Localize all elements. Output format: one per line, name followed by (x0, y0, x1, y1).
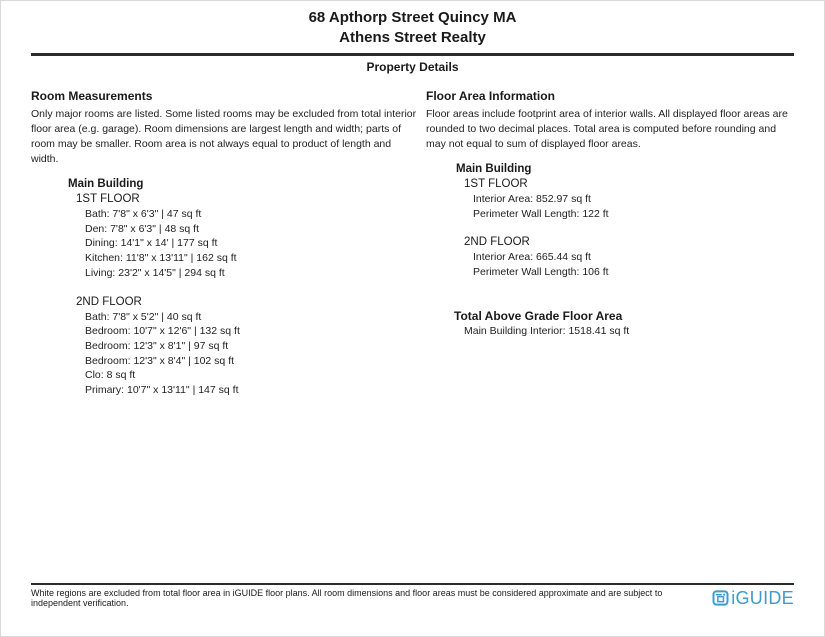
content-columns (1, 74, 824, 412)
room-line: Clo: 8 sq ft (85, 369, 136, 382)
total-floor-area-block (454, 309, 794, 339)
room-line: Dining: 14'1" x 14' | 177 sq ft (85, 237, 218, 250)
floor-area-block-2nd (464, 235, 794, 279)
total-floor-area-line: Main Building Interior: 1518.41 sq ft (464, 324, 630, 337)
floor-block-2nd (76, 295, 421, 398)
room-line: Bedroom: 12'3" x 8'4" | 102 sq ft (85, 354, 235, 367)
room-measurements-heading: Room Measurements (31, 89, 153, 103)
detail-line: Perimeter Wall Length: 106 ft (473, 266, 609, 279)
room-line: Kitchen: 11'8" x 13'11" | 162 sq ft (85, 252, 237, 265)
page-title: 68 Apthorp Street Quincy MA (308, 9, 517, 26)
footer-disclaimer: White regions are excluded from total floor area in iGUIDE floor plans. All room dimensions and floor areas must be considered approximate and are subject to independent verification. (31, 588, 663, 608)
room-line: Bath: 7'8" x 6'3" | 47 sq ft (85, 208, 202, 220)
building-name: Main Building (68, 178, 144, 190)
floor-area-section (426, 89, 794, 412)
room-measurements-description: Only major rooms are listed. Some listed rooms may be excluded from total interior floor area (e.g. garage). Room dimensions are largest length and width; parts of room may be smaller. Room area is not always equal to product of length and width. (31, 108, 417, 165)
footer (31, 586, 794, 610)
floor-name: 2ND FLOOR (76, 295, 142, 308)
room-line: Bath: 7'8" x 5'2" | 40 sq ft (85, 310, 202, 323)
detail-line: Interior Area: 852.97 sq ft (473, 193, 591, 205)
iguide-logo-text: iGUIDE (731, 587, 794, 608)
floor-block-1st (76, 192, 421, 281)
room-line: Living: 23'2" x 14'5" | 294 sq ft (85, 266, 225, 279)
detail-line: Perimeter Wall Length: 122 ft (473, 207, 609, 220)
floor-area-description: Floor areas include footprint area of interior walls. All displayed floor areas are rounded to two decimal places. Total area is computed before rounding and may not equal to sum of displayed floor areas. (426, 108, 788, 150)
room-line: Primary: 10'7" x 13'11" | 147 sq ft (85, 384, 239, 397)
page-subtitle: Athens Street Realty (339, 29, 486, 46)
room-measurements-section (31, 89, 421, 412)
building-name: Main Building (456, 163, 532, 175)
report-header (1, 1, 824, 47)
floor-name: 1ST FLOOR (76, 193, 140, 205)
room-line: Bedroom: 12'3" x 8'1" | 97 sq ft (85, 339, 229, 352)
floor-area-building-block (456, 162, 794, 280)
iguide-logo (712, 588, 794, 609)
floor-name: 2ND FLOOR (464, 236, 530, 249)
floor-area-heading: Floor Area Information (426, 89, 555, 103)
room-measurements-building-block (68, 177, 421, 398)
section-title: Property Details (366, 60, 459, 74)
room-line: Bedroom: 10'7" x 12'6" | 132 sq ft (85, 325, 240, 338)
header-divider (31, 53, 794, 56)
total-floor-area-heading: Total Above Grade Floor Area (454, 308, 623, 323)
floor-area-block-1st (464, 177, 794, 221)
footer-divider (31, 583, 794, 585)
detail-line: Interior Area: 665.44 sq ft (473, 251, 591, 264)
iguide-logo-icon (712, 590, 729, 606)
room-line: Den: 7'8" x 6'3" | 48 sq ft (85, 222, 200, 235)
floor-name: 1ST FLOOR (464, 178, 528, 190)
